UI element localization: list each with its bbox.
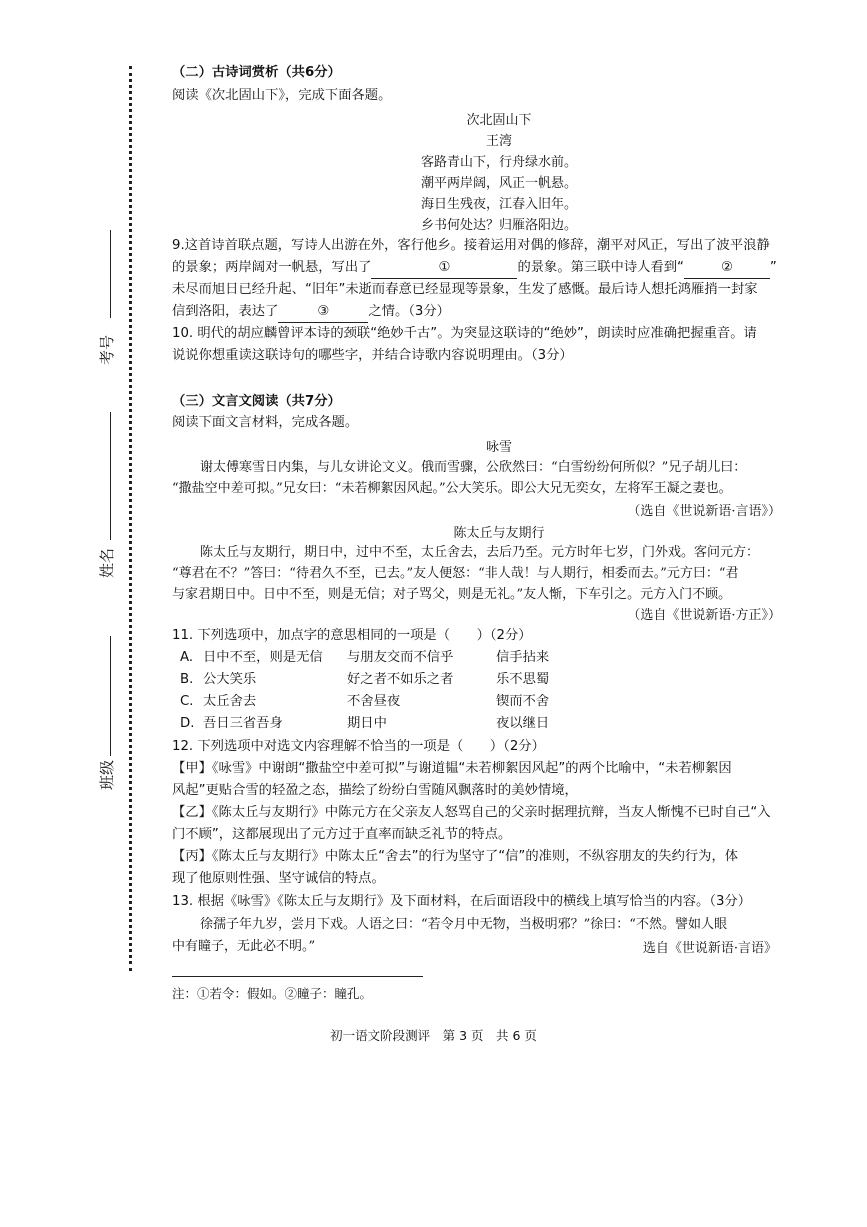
q11-option-b: 不舍昼夜 [347, 694, 401, 709]
text1-line: “撒盐空中差可拟。”兄女曰：“未若柳絮因风起。”公大笑乐。即公大兄无奕女，左将军王凝之妻也。 [172, 481, 732, 496]
q11-stem: 11. 下列选项中，加点字的意思相同的一项是（ ）（2分） [172, 628, 532, 643]
q12-yi: 门不顾”，这都展现出了元方过于直率而缺乏礼节的特点。 [172, 827, 512, 842]
q11-option-letter[interactable]: D. [180, 716, 195, 731]
q11-option-a: 太丘舍去 [203, 694, 257, 709]
footnote: 注：①若令：假如。②瞳子：瞳孔。 [172, 986, 373, 1001]
text2-line: 与家君期日中。日中不至，则是无信；对子骂父，则是无礼。”友人惭，下车引之。元方入门不顾。 [172, 587, 732, 602]
page-footer: 初一语文阶段测评 第 3 页 共 6 页 [330, 1028, 537, 1043]
text2-line: “尊君在不？”答曰：“待君久不至，已去。”友人便怒：“非人哉！与人期行，相委而去。”元方曰：“君 [172, 566, 739, 581]
q11-option-b: 期日中 [347, 716, 387, 731]
q11-option-b: 好之者不如乐之者 [347, 672, 454, 687]
footnote-divider [172, 976, 423, 977]
banji-label: 班级 [98, 759, 116, 790]
text2-title: 陈太丘与友期行 [453, 526, 545, 541]
section3-heading: （三）文言文阅读（共7分） [172, 394, 341, 409]
q9-text: ” [769, 260, 777, 275]
poem-author: 王湾 [485, 134, 512, 149]
section2-instruction: 阅读《次北固山下》，完成下面各题。 [172, 88, 392, 103]
q10-line1: 10. 明代的胡应麟曾评本诗的颈联“绝妙千古”。为突显这联诗的“绝妙”，朗读时应准确把握重音。请 [172, 326, 757, 341]
q9-text: 的景象。第三联中诗人看到“ [517, 260, 684, 275]
q13-material: 中有瞳子，无此必不明。” [172, 939, 316, 954]
poem-line: 海日生残夜，江春入旧年。 [420, 197, 577, 212]
poem-title: 次北固山下 [466, 113, 532, 128]
q12-bing: 现了他原则性强、坚守诚信的特点。 [172, 871, 385, 886]
q12-yi: 【乙】《陈太丘与友期行》中陈元方在父亲友人怒骂自己的父亲时据理抗辩，当友人惭愧不已时自己“入 [172, 805, 771, 820]
q12-jia: 风起”更贴合雪的轻盈之态，描绘了纷纷白雪随风飘落时的美妙情境， [172, 783, 578, 798]
poem-line: 乡书何处达？归雁洛阳边。 [420, 218, 577, 233]
q9-line4 [172, 302, 450, 323]
q12-stem: 12. 下列选项中对选文内容理解不恰当的一项是（ ）（2分） [172, 739, 545, 754]
q13-material: 徐孺子年九岁，尝月下戏。人语之曰：“若令月中无物，当极明邪？”徐曰：“不然。譬如人眼 [200, 917, 727, 932]
binding-dotted-line [129, 66, 132, 971]
q12-jia: 【甲】《咏雪》中谢朗“撒盐空中差可拟”与谢道韫“未若柳絮因风起”的两个比喻中，“未若柳絮因 [172, 761, 732, 776]
q11-option-c: 信手拈来 [496, 650, 550, 665]
poem-line: 潮平两岸阔，风正一帆悬。 [420, 176, 577, 191]
xingming-label: 姓名 [98, 547, 116, 578]
q11-option-a: 日中不至，则是无信 [203, 650, 323, 665]
xingming-underline [110, 412, 111, 540]
q11-option-c: 乐不思蜀 [496, 672, 550, 687]
kaohao-underline [110, 230, 111, 318]
q10-line2: 说说你想重读这联诗句的哪些字，并结合诗歌内容说明理由。（3分） [172, 348, 573, 363]
q11-option-a: 公大笑乐 [203, 672, 257, 687]
q12-bing: 【丙】《陈太丘与友期行》中陈太丘“舍去”的行为坚守了“信”的准则，不纵容朋友的失约行为，体 [172, 849, 739, 864]
text2-source: （选自《世说新语·方正》） [627, 608, 781, 623]
q11-option-c: 夜以继日 [496, 716, 550, 731]
q11-option-a: 吾日三省吾身 [203, 716, 283, 731]
q11-option-b: 与朋友交而不信乎 [347, 650, 454, 665]
poem-line: 客路青山下，行舟绿水前。 [420, 155, 577, 170]
section2-heading: （二）古诗词赏析（共6分） [172, 65, 341, 80]
text2-line: 陈太丘与友期行，期日中，过中不至，太丘舍去，去后乃至。元方时年七岁，门外戏。客问元方： [200, 545, 760, 560]
q9-line2 [172, 258, 777, 279]
q9-blank-3[interactable]: ③ [278, 302, 368, 323]
q9-text: 之情。（3分） [368, 304, 450, 319]
q9-blank-1[interactable]: ① [371, 258, 517, 279]
q9-line3: 未尽而旭日已经升起、“旧年”未逝而春意已经显现等景象，生发了感慨。最后诗人想托鸿雁捎一封家 [172, 282, 758, 297]
q13-stem: 13. 根据《咏雪》《陈太丘与友期行》及下面材料，在后面语段中的横线上填写恰当的内容。（3分） [172, 894, 752, 909]
q11-option-letter[interactable]: B. [180, 672, 194, 687]
q9-text: 的景象；两岸阔对一帆悬，写出了 [172, 260, 372, 275]
banji-underline [110, 636, 111, 756]
q11-option-letter[interactable]: A. [180, 650, 194, 665]
q9-line1: 9.这首诗首联点题，写诗人出游在外，客行他乡。接着运用对偶的修辞，潮平对风正，写出了波平浪静 [172, 238, 770, 253]
text1-line: 谢太傅寒雪日内集，与儿女讲论文义。俄而雪骤，公欣然曰：“白雪纷纷何所似？”兄子胡儿曰： [200, 460, 747, 475]
q11-option-c: 锲而不舍 [496, 694, 550, 709]
text1-title: 咏雪 [485, 440, 512, 455]
kaohao-label: 考号 [98, 334, 116, 365]
q11-option-letter[interactable]: C. [180, 694, 194, 709]
q13-source: 选自《世说新语·言语》 [642, 941, 777, 956]
q9-blank-2[interactable]: ② [684, 258, 770, 279]
q9-text: 信到洛阳，表达了 [172, 304, 279, 319]
text1-source: （选自《世说新语·言语》） [627, 504, 781, 519]
section3-instruction: 阅读下面文言材料，完成各题。 [172, 415, 359, 430]
